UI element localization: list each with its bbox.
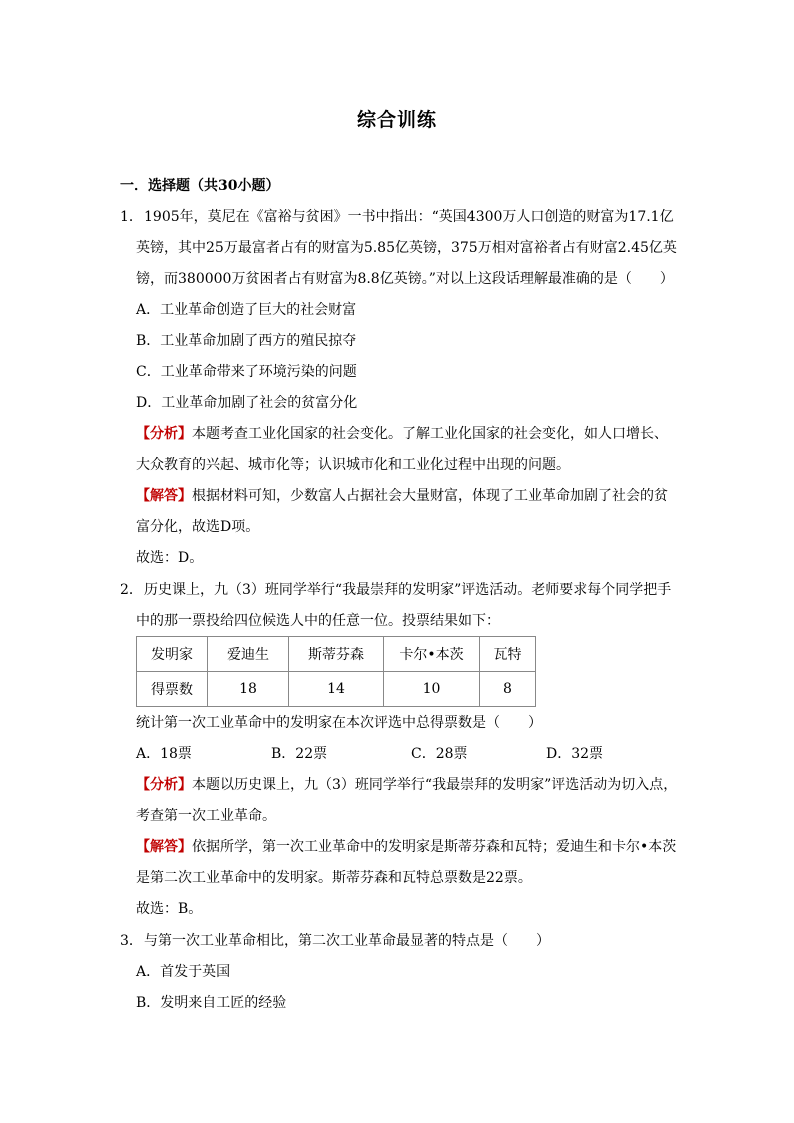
q3-option-b: B．发明来自工匠的经验 — [136, 995, 287, 1011]
answer-tag: 【解答】 — [136, 839, 192, 855]
table-cell: 发明家 — [137, 637, 208, 672]
q1-stem-line: 镑，而380000万贫困者占有财富为8.8亿英镑。”对以上这段话理解最准确的是（ ） — [136, 271, 674, 287]
q2-option-c: C．28票 — [411, 746, 468, 762]
q2-question: 统计第一次工业革命中的发明家在本次评选中总得票数是（ ） — [136, 715, 542, 731]
table-row — [137, 637, 536, 672]
q1-number: 1． — [120, 209, 143, 225]
q1-option-b: B．工业革命加剧了西方的殖民掠夺 — [136, 333, 357, 349]
table-cell: 瓦特 — [480, 637, 536, 672]
q1-analysis-cont: 大众教育的兴起、城市化等；认识城市化和工业化过程中出现的问题。 — [136, 457, 570, 473]
q3-option-a: A．首发于英国 — [136, 964, 231, 980]
q3-stem-line: 与第一次工业革命相比，第二次工业革命最显著的特点是（ ） — [144, 933, 550, 949]
q1-stem-line: 1905年，莫尼在《富裕与贫困》一书中指出：“英国4300万人口创造的财富为17.1亿 — [144, 209, 674, 225]
table-cell: 爱迪生 — [208, 637, 289, 672]
page-title: 综合训练 — [356, 109, 437, 131]
section-heading: 一．选择题（共30小题） — [120, 178, 280, 194]
analysis-text: 本题以历史课上，九（3）班同学举行“我最崇拜的发明家”评选活动为切入点， — [192, 777, 678, 793]
table-row — [137, 672, 536, 707]
q2-stem-line: 历史课上，九（3）班同学举行“我最崇拜的发明家”评选活动。老师要求每个同学把手 — [144, 582, 672, 598]
q1-answer — [136, 486, 668, 506]
q2-answer — [136, 837, 676, 857]
q2-answer-cont: 是第二次工业革命中的发明家。斯蒂芬森和瓦特总票数是22票。 — [136, 870, 532, 886]
analysis-tag: 【分析】 — [136, 426, 192, 442]
q1-answer-cont: 富分化，故选D项。 — [136, 519, 260, 535]
table-cell: 得票数 — [137, 672, 208, 707]
q2-analysis-cont: 考查第一次工业革命。 — [136, 808, 276, 824]
q1-choice: 故选：D。 — [136, 550, 204, 566]
answer-text: 依据所学，第一次工业革命中的发明家是斯蒂芬森和瓦特；爱迪生和卡尔•本茨 — [192, 839, 677, 855]
q1-option-d: D．工业革命加剧了社会的贫富分化 — [136, 395, 358, 411]
q1-option-c: C．工业革命带来了环境污染的问题 — [136, 364, 357, 380]
table-cell: 18 — [208, 672, 289, 707]
q1-stem-line: 英镑，其中25万最富者占有的财富为5.85亿英镑，375万相对富裕者占有财富2.45亿英 — [136, 240, 677, 256]
analysis-text: 本题考查工业化国家的社会变化。了解工业化国家的社会变化，如人口增长、 — [192, 426, 668, 442]
q2-option-b: B．22票 — [271, 746, 328, 762]
q2-number: 2． — [120, 582, 143, 598]
analysis-tag: 【分析】 — [136, 777, 192, 793]
table-cell: 卡尔•本茨 — [384, 637, 480, 672]
q2-option-d: D．32票 — [546, 746, 604, 762]
q2-choice: 故选：B。 — [136, 901, 203, 917]
q1-analysis — [136, 424, 668, 444]
q3-number: 3． — [120, 933, 143, 949]
q2-stem-line: 中的那一票投给四位候选人中的任意一位。投票结果如下： — [136, 613, 500, 629]
answer-tag: 【解答】 — [136, 488, 192, 504]
answer-text: 根据材料可知，少数富人占据社会大量财富，体现了工业革命加剧了社会的贫 — [192, 488, 668, 504]
q2-option-a: A．18票 — [136, 746, 192, 762]
vote-table — [136, 636, 536, 707]
q2-analysis — [136, 775, 677, 795]
q1-option-a: A．工业革命创造了巨大的社会财富 — [136, 302, 357, 318]
table-cell: 斯蒂芬森 — [289, 637, 384, 672]
table-cell: 8 — [480, 672, 536, 707]
table-cell: 10 — [384, 672, 480, 707]
table-cell: 14 — [289, 672, 384, 707]
